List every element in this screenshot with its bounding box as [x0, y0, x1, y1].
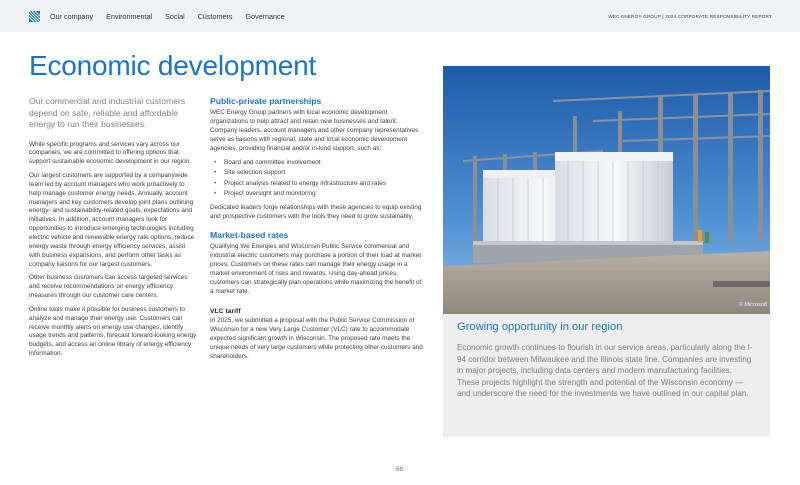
partnerships-intro: WEC Energy Group partners with local economic development organizations to help attract and retain new businesses and talent. Company leaders, account managers and other company representatives serve as liaisons with regional, state and local economic development agencies, providing financial and/or in-kind support, such as:	[210, 109, 419, 152]
body-paragraph: While specific programs and services vary across our companies, we are committed to offering options that support sustainable economic development in our region.	[29, 140, 191, 166]
data-center-construction-photo	[443, 66, 770, 314]
photo-credit: © Microsoft	[738, 302, 767, 308]
section-heading-partnerships: Public-private partnerships	[210, 96, 322, 106]
list-item: • Project analysis related to energy infrastructure and rates	[214, 179, 425, 189]
top-navigation-bar	[0, 0, 800, 32]
market-rates-text: Qualifying We Energies and Wisconsin Public Service commercial and industrial electric customers may purchase a portion of their load at market prices. Customers on these rates can manage their energy usage in a market environment of risks and rewards. Using day-ahead prices, customers can strategically plan operations while maximizing the benefit of a market rate.	[210, 243, 422, 295]
list-item: • Project oversight and monitoring	[214, 189, 425, 199]
main-nav	[50, 12, 298, 21]
callout-box	[443, 314, 770, 437]
list-item: • Board and committee involvement	[214, 158, 425, 168]
left-column	[29, 96, 197, 364]
section-heading-market-rates: Market-based rates	[210, 230, 289, 241]
partnerships-outro: Dedicated leaders forge relationships with these agencies to equip existing and prospective customers with the tools they need to grow sustainably.	[210, 203, 422, 220]
page-number: 68	[396, 466, 403, 473]
body-paragraph: Other business customers can access targeted services and receive recommendations on energy efficiency measures through our customer care centers.	[29, 274, 188, 300]
body-paragraph: Our largest customers are supported by a companywide team led by account managers who work proactively to help manage customer energy needs. Annually, account managers and key customers develop joint plans outlining energy- and sustainability-related goals, expectations and initiatives. In addition, account managers look for opportunities to introduce emerging technologies including electric vehicle and renewable energy rate options, reduce energy waste through energy efficiency services, assist with business expansions, and perform other tasks as company liaisons for our largest customers.	[29, 171, 195, 268]
vlc-text: In 2025, we submitted a proposal with the Public Service Commission of Wisconsin for a new Very Large Customer (VLC) rate to accommodate expected significant growth in Wisconsin. The proposed rate meets the unique needs of very large customers while protecting other customers and shareholders.	[210, 317, 423, 360]
report-title: WEC ENERGY GROUP | 2024 CORPORATE RESPONSIBILITY REPORT	[608, 14, 772, 19]
nav-governance[interactable]: Governance	[245, 12, 285, 21]
nav-our-company[interactable]: Our company	[50, 12, 94, 21]
page-title: Economic development	[29, 50, 317, 81]
middle-column	[210, 96, 425, 367]
nav-social[interactable]: Social	[165, 12, 185, 21]
nav-environmental[interactable]: Environmental	[106, 12, 153, 21]
nav-customers[interactable]: Customers	[197, 12, 233, 21]
body-paragraph: Online tools make it possible for business customers to analyze and manage their energy use. Customers can receive monthly alerts on energy use changes, identify usage trends and patterns, forecast forward-looking energy budgets, and access an online library of energy efficiency information.	[29, 305, 197, 358]
callout-title: Growing opportunity in our region	[457, 321, 623, 333]
wec-logo-icon[interactable]	[29, 11, 40, 22]
lead-paragraph: Our commercial and industrial customers depend on safe, reliable and affordable energy to run their businesses.	[29, 96, 186, 129]
list-item: • Site selection support	[214, 168, 425, 178]
support-list	[214, 158, 425, 199]
callout-text: Economic growth continues to flourish in our service areas, particularly along the I-94 corridor between Milwaukee and the Illinois state line. Companies are investing in major projects, including data centers and modern manufacturing facilities. These projects highlight the strength and potential of the Wisconsin economy — and underscore the need for the investments we have outlined in our capital plan.	[457, 343, 753, 399]
subsection-heading-vlc: VLC tariff	[210, 308, 241, 316]
